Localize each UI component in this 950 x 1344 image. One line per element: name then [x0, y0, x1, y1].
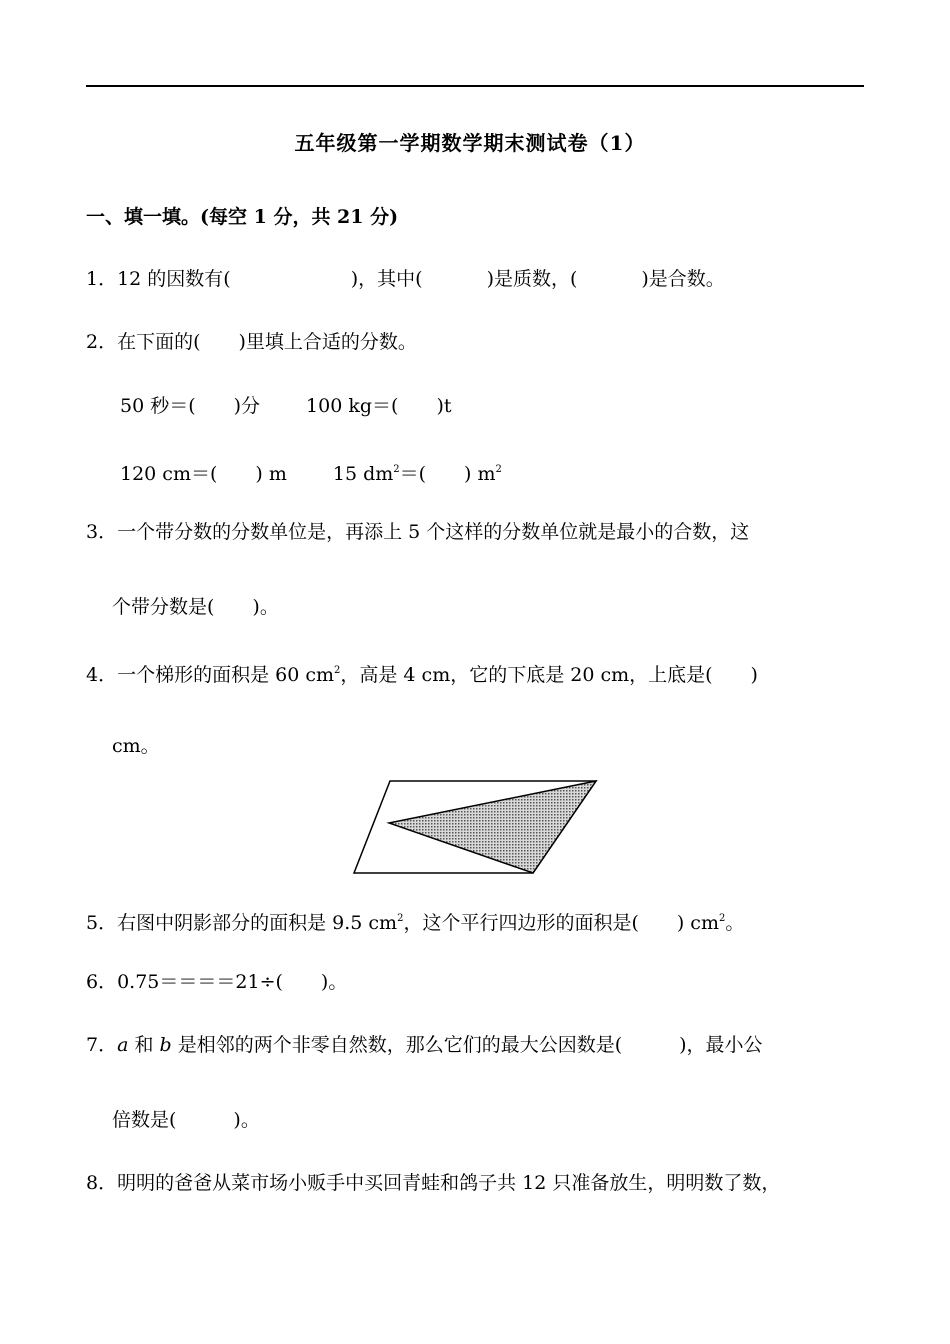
q5-text-post: 。	[725, 912, 745, 934]
question-1	[86, 266, 725, 292]
q7-text-line2: 倍数是( )。	[112, 1109, 260, 1131]
question-number: 7．	[86, 1034, 118, 1056]
question-2	[86, 329, 417, 355]
question-8	[86, 1170, 780, 1196]
q6-text: 0.75＝＝＝＝21÷( )。	[117, 971, 348, 993]
q3-continuation	[112, 594, 279, 620]
q3-text-line2: 个带分数是( )。	[112, 596, 279, 618]
q4-text-pre: 一个梯形的面积是 60 cm	[117, 664, 335, 686]
q4-text-post: ，高是 4 cm，它的下底是 20 cm，上底是( )	[340, 664, 758, 686]
q1-text-b: )，其中(	[350, 268, 423, 290]
page-title: 五年级第一学期数学期末测试卷（1）	[294, 131, 646, 155]
section-heading: 一、填一填。(每空 1 分，共 21 分)	[86, 206, 399, 228]
q3-text-line1: 一个带分数的分数单位是，再添上 5 个这样的分数单位就是最小的合数，这	[117, 521, 750, 543]
q8-text: 明明的爸爸从菜市场小贩手中买回青蛙和鸽子共 12 只准备放生，明明数了数，	[117, 1172, 781, 1194]
q4-text-line2: cm。	[112, 735, 160, 757]
q2-item-cm: 120 cm＝( ) m	[120, 463, 287, 485]
q5-text-mid: ，这个平行四边形的面积是( ) cm	[403, 912, 719, 934]
q2-item-seconds: 50 秒＝( )分	[120, 395, 261, 417]
q4-sup: 2	[334, 665, 341, 676]
q1-text-d: )是合数。	[641, 268, 725, 290]
question-4	[86, 658, 758, 688]
q2-text: 在下面的( )里填上合适的分数。	[117, 331, 417, 353]
q2-item-dm-pre: 15 dm	[332, 463, 394, 485]
q4-continuation	[112, 733, 160, 759]
q7-continuation	[112, 1107, 260, 1133]
q1-text-a: 12 的因数有(	[117, 268, 231, 290]
parallelogram-diagram	[350, 778, 600, 878]
q7-var-b: b	[159, 1034, 172, 1056]
question-number: 6．	[86, 971, 118, 993]
question-number: 3．	[86, 521, 118, 543]
q5-text-pre: 右图中阴影部分的面积是 9.5 cm	[117, 912, 398, 934]
question-number: 2．	[86, 331, 118, 353]
q2-row-1	[120, 393, 452, 419]
question-number: 1．	[86, 268, 118, 290]
q7-var-a: a	[117, 1034, 129, 1056]
question-3	[86, 519, 749, 545]
q2-item-dm-sup: 2	[393, 464, 400, 475]
q2-row-2	[120, 457, 502, 487]
q1-text-c: )是质数，(	[486, 268, 578, 290]
q2-item-kg: 100 kg＝( )t	[306, 395, 452, 417]
question-number: 5．	[86, 912, 118, 934]
q7-and: 和	[128, 1034, 160, 1056]
q2-item-dm-sup2: 2	[495, 464, 502, 475]
q7-text-line1: 是相邻的两个非零自然数，那么它们的最大公因数是( )，最小公	[171, 1034, 763, 1056]
q5-sup2: 2	[718, 913, 726, 924]
header-rule	[86, 85, 864, 87]
q2-item-dm-mid: ＝( ) m	[399, 463, 496, 485]
question-7	[86, 1032, 763, 1058]
question-5	[86, 906, 744, 936]
parallelogram-figure	[350, 778, 600, 882]
question-number: 8．	[86, 1172, 118, 1194]
q5-sup: 2	[397, 913, 404, 924]
question-6	[86, 969, 347, 995]
question-number: 4．	[86, 664, 118, 686]
